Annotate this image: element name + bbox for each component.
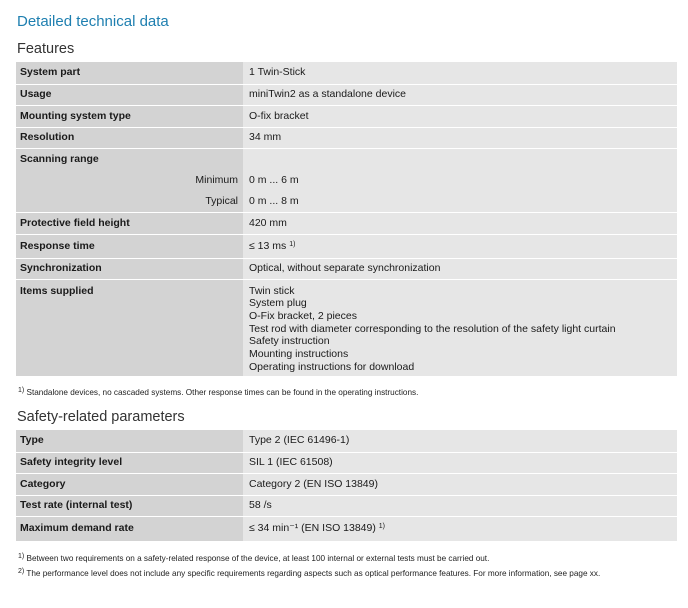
table-row xyxy=(16,105,677,127)
footnote-mark: 2) xyxy=(18,568,25,575)
field-height-label: Protective field height xyxy=(16,212,243,234)
system-part-label: System part xyxy=(16,62,243,84)
scanning-minimum-value: 0 m ... 6 m xyxy=(243,170,677,191)
features-footnote xyxy=(18,388,418,397)
safety-table xyxy=(16,430,677,541)
mounting-value: O-fix bracket xyxy=(243,105,677,127)
synchronization-value: Optical, without separate synchronization xyxy=(243,258,677,279)
safety-footnote-1 xyxy=(18,554,489,563)
features-heading: Features xyxy=(17,41,75,57)
table-row xyxy=(16,148,677,170)
type-value: Type 2 (IEC 61496-1) xyxy=(243,430,677,452)
list-item: Safety instruction xyxy=(249,335,330,348)
max-demand-footnote-ref: 1) xyxy=(378,523,386,531)
test-rate-value: 58 /s xyxy=(243,495,677,516)
list-item: Twin stick xyxy=(249,284,295,297)
field-height-value: 420 mm xyxy=(243,212,677,234)
usage-value: miniTwin2 as a standalone device xyxy=(243,84,677,105)
footnote-mark: 1) xyxy=(18,553,25,560)
table-row xyxy=(16,127,677,148)
table-row xyxy=(16,473,677,495)
category-label: Category xyxy=(16,473,243,495)
list-item: O-Fix bracket, 2 pieces xyxy=(249,309,357,322)
safety-footnote-2 xyxy=(18,569,600,578)
footnote-text: Between two requirements on a safety-related response of the device, at least 100 internal or external tests must be carried out. xyxy=(26,554,490,563)
table-row xyxy=(16,234,677,258)
response-time-label: Response time xyxy=(16,234,243,258)
scanning-range-label: Scanning range xyxy=(16,148,243,170)
items-supplied-label: Items supplied xyxy=(16,279,243,376)
table-row xyxy=(16,279,677,376)
category-value: Category 2 (EN ISO 13849) xyxy=(243,473,677,495)
max-demand-value: ≤ 34 min⁻¹ (EN ISO 13849) xyxy=(249,522,376,535)
table-row xyxy=(16,62,677,84)
table-row xyxy=(16,430,677,452)
system-part-value: 1 Twin-Stick xyxy=(243,62,677,84)
sil-value: SIL 1 (IEC 61508) xyxy=(243,452,677,473)
safety-heading: Safety-related parameters xyxy=(17,409,185,425)
footnote-mark: 1) xyxy=(18,387,25,394)
sil-label: Safety integrity level xyxy=(16,452,243,473)
list-item: Test rod with diameter corresponding to the resolution of the safety light curtain xyxy=(249,322,616,335)
footnote-text: Standalone devices, no cascaded systems. Other response times can be found in the operating instructions. xyxy=(26,388,419,397)
table-row xyxy=(16,84,677,105)
type-label: Type xyxy=(16,430,243,452)
max-demand-label: Maximum demand rate xyxy=(16,516,243,541)
table-row xyxy=(16,191,677,212)
response-time-footnote-ref: 1) xyxy=(289,240,296,248)
resolution-label: Resolution xyxy=(16,127,243,148)
footnote-text: The performance level does not include any specific requirements regarding aspects such as optical performance features. For more information, see page xx. xyxy=(26,569,601,578)
response-time-value: ≤ 13 ms xyxy=(249,239,287,252)
page-title: Detailed technical data xyxy=(17,13,169,30)
test-rate-label: Test rate (internal test) xyxy=(16,495,243,516)
table-row xyxy=(16,258,677,279)
scanning-typical-label: Typical xyxy=(16,191,243,212)
list-item: System plug xyxy=(249,297,307,310)
table-row xyxy=(16,495,677,516)
usage-label: Usage xyxy=(16,84,243,105)
synchronization-label: Synchronization xyxy=(16,258,243,279)
max-demand-cell xyxy=(243,516,677,541)
list-item: Mounting instructions xyxy=(249,348,349,361)
table-row xyxy=(16,516,677,541)
scanning-range-value xyxy=(243,148,677,170)
mounting-label: Mounting system type xyxy=(16,105,243,127)
scanning-typical-value: 0 m ... 8 m xyxy=(243,191,677,212)
scanning-minimum-label: Minimum xyxy=(16,170,243,191)
features-table xyxy=(16,62,677,376)
table-row xyxy=(16,170,677,191)
resolution-value: 34 mm xyxy=(243,127,677,148)
items-supplied-list xyxy=(243,279,677,376)
response-time-cell xyxy=(243,234,677,258)
table-row xyxy=(16,452,677,473)
table-row xyxy=(16,212,677,234)
list-item: Operating instructions for download xyxy=(249,360,415,373)
